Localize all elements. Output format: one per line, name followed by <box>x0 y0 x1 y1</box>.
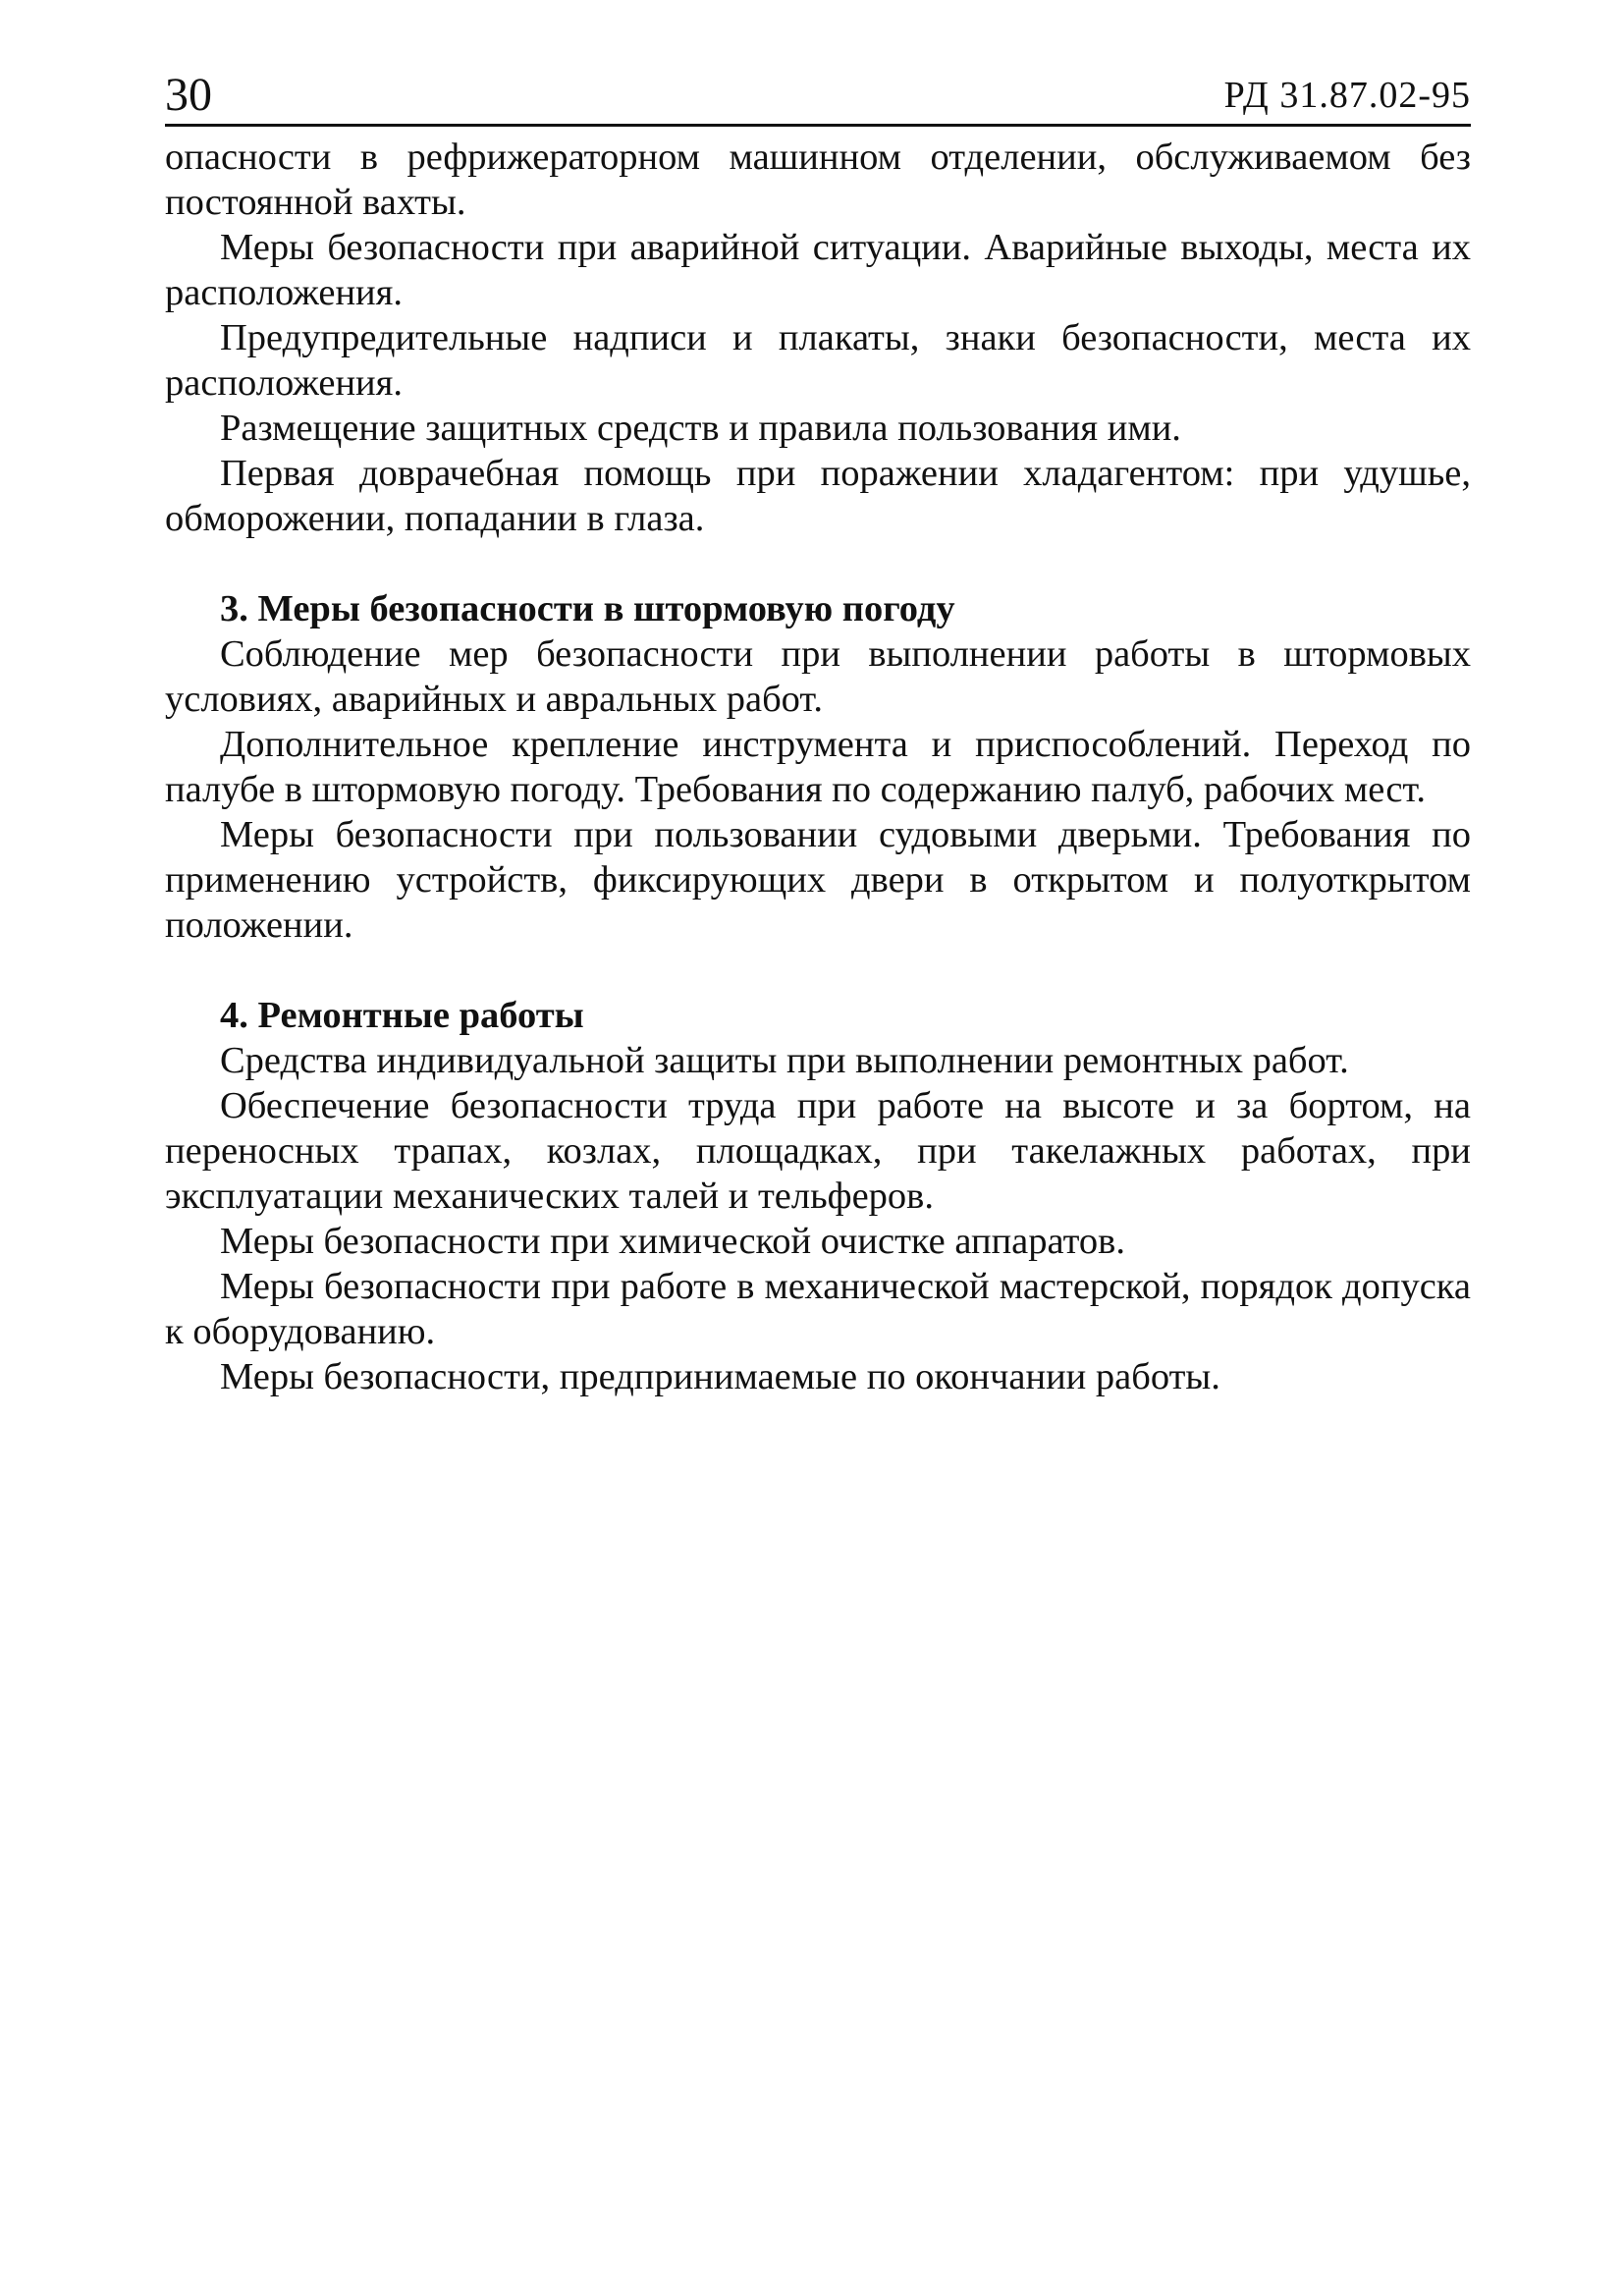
paragraph: Меры безопасности при аварийной ситуации. Аварийные выходы, места их расположения. <box>165 227 1471 313</box>
paragraph: Средства индивидуальной защиты при выполнении ремонтных работ. <box>220 1040 1349 1081</box>
paragraph: Размещение защитных средств и правила пользования ими. <box>220 408 1181 449</box>
continued-paragraph: опасности в рефрижераторном машинном отделении, обслуживаемом без постоянной вахты. <box>165 137 1471 223</box>
paragraph: Первая доврачебная помощь при поражении хладагентом: при удушье, обморожении, попадании в глаза. <box>165 453 1471 539</box>
page-body <box>165 135 1471 1399</box>
paragraph: Дополнительное крепление инструмента и приспособлений. Переход по палубе в штормовую погоду. Требования по содержанию палуб, рабочих мест. <box>165 724 1471 810</box>
paragraph: Соблюдение мер безопасности при выполнении работы в штормовых условиях, аварийных и авральных работ. <box>165 633 1471 720</box>
section-heading-3: 3. Меры безопасности в штормовую погоду <box>220 588 955 629</box>
paragraph: Предупредительные надписи и плакаты, знаки безопасности, места их расположения. <box>165 317 1471 404</box>
paragraph: Меры безопасности при работе в механической мастерской, порядок допуска к оборудованию. <box>165 1266 1471 1352</box>
paragraph: Меры безопасности при пользовании судовыми дверьми. Требования по применению устройств, фиксирующих двери в открытом и полуоткрытом положении. <box>165 814 1471 946</box>
paragraph: Меры безопасности, предпринимаемые по окончании работы. <box>220 1356 1220 1397</box>
page-number: 30 <box>165 69 212 121</box>
page-header <box>165 69 1471 127</box>
document-code: РД 31.87.02-95 <box>1223 75 1471 116</box>
paragraph: Обеспечение безопасности труда при работе на высоте и за бортом, на переносных трапах, козлах, площадках, при такелажных работах, при эксплуатации механических талей и тельферов. <box>165 1085 1471 1217</box>
document-page <box>165 69 1471 1399</box>
section-heading-4: 4. Ремонтные работы <box>220 995 584 1036</box>
paragraph: Меры безопасности при химической очистке аппаратов. <box>220 1221 1125 1262</box>
